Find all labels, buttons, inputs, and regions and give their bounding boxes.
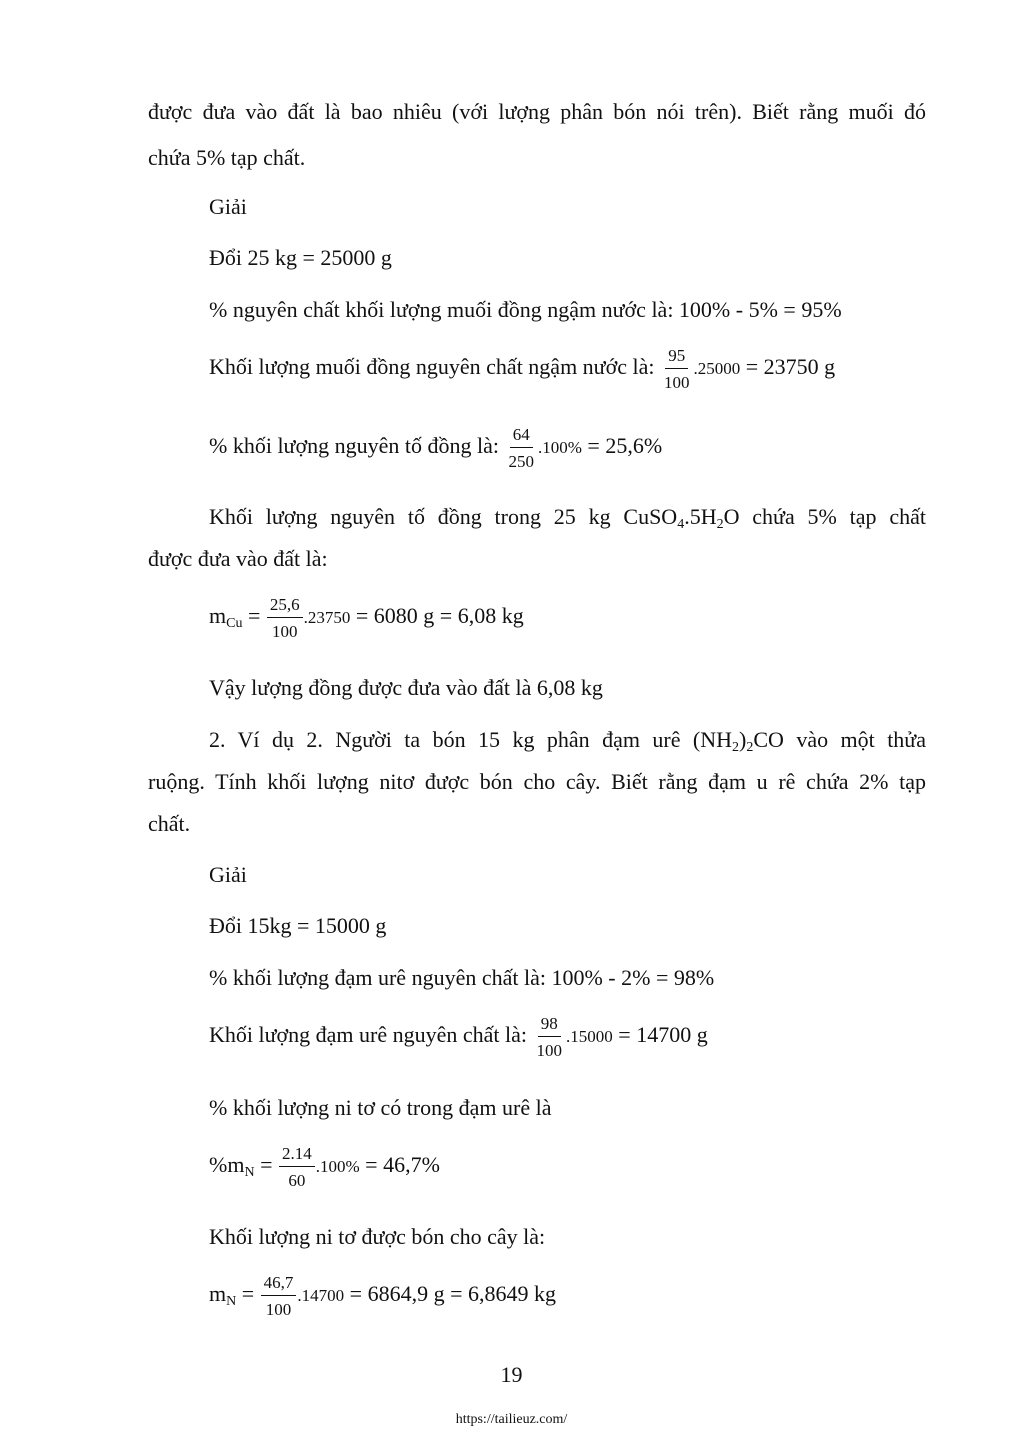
subscript: Cu xyxy=(226,616,243,632)
text-part: Khối lượng nguyên tố đồng trong 25 kg CuSO xyxy=(209,504,678,529)
multiplier: .100% xyxy=(315,1157,360,1177)
result: = 25,6% xyxy=(587,433,663,459)
solution-2-m-n-equation xyxy=(209,1274,556,1318)
subscript: 2 xyxy=(732,740,740,755)
fraction xyxy=(505,426,537,470)
subscript: N xyxy=(244,1165,255,1181)
text-part: .5H xyxy=(684,504,717,529)
fraction-denominator: 100 xyxy=(272,622,298,641)
example-2-line-2: ruộng. Tính khối lượng nitơ được bón cho cây. Biết rằng đạm u rê chứa 2% tạp xyxy=(148,769,926,794)
subscript: 4 xyxy=(677,517,685,532)
subscript: 2 xyxy=(746,740,754,755)
fraction-denominator: 100 xyxy=(536,1041,563,1060)
solution-1-conclusion: Vậy lượng đồng được đưa vào đất là 6,08 kg xyxy=(209,675,603,700)
percent-label: % khối lượng nguyên tố đồng là: xyxy=(209,433,499,459)
page-number: 19 xyxy=(500,1362,523,1387)
subscript: 2 xyxy=(716,517,724,532)
fraction xyxy=(534,1015,566,1059)
multiplier: .15000 xyxy=(566,1027,613,1047)
solution-1-heading: Giải xyxy=(209,194,247,219)
fraction xyxy=(279,1145,315,1189)
solution-2-purity: % khối lượng đạm urê nguyên chất là: 100% - 2% = 98% xyxy=(209,965,715,990)
result: = 23750 g xyxy=(745,354,836,380)
fraction-denominator: 250 xyxy=(508,452,534,471)
multiplier: .100% xyxy=(537,438,582,458)
fraction-denominator: 60 xyxy=(288,1171,306,1190)
fraction xyxy=(267,596,303,640)
fraction xyxy=(661,347,693,391)
example-2-line-1 xyxy=(209,727,926,755)
text-part: O chứa 5% tạp chất xyxy=(723,504,926,529)
example-2-line-3: chất. xyxy=(148,811,191,836)
solution-2-mass-line xyxy=(209,1015,708,1059)
subscript: N xyxy=(226,1294,237,1310)
fraction xyxy=(261,1274,297,1318)
intro-line-2: chứa 5% tạp chất. xyxy=(148,145,306,170)
solution-1-mass-line xyxy=(209,347,835,391)
mass-symbol: m xyxy=(209,1281,227,1307)
multiplier: .25000 xyxy=(693,359,741,379)
multiplier: .14700 xyxy=(297,1286,345,1306)
mass-label: Khối lượng muối đồng nguyên chất ngậm nước là: xyxy=(209,354,655,380)
mass-symbol: m xyxy=(209,603,227,629)
solution-1-m-cu-equation xyxy=(209,596,524,640)
intro-line-1: được đưa vào đất là bao nhiêu (với lượng phân bón nói trên). Biết rằng muối đó xyxy=(148,99,926,124)
solution-1-copper-text-line-2: được đưa vào đất là: xyxy=(148,546,328,571)
fraction-numerator: 64 xyxy=(510,426,533,448)
fraction-denominator: 100 xyxy=(265,1300,292,1319)
equals-sign: = xyxy=(241,1281,255,1307)
fraction-denominator: 100 xyxy=(664,373,690,392)
solution-1-copper-text xyxy=(209,504,926,532)
fraction-numerator: 98 xyxy=(538,1015,561,1037)
result: = 14700 g xyxy=(618,1022,708,1048)
mass-label: Khối lượng đạm urê nguyên chất là: xyxy=(209,1022,528,1048)
result: = 6080 g = 6,08 kg xyxy=(355,603,524,629)
solution-1-purity: % nguyên chất khối lượng muối đồng ngậm nước là: 100% - 5% = 95% xyxy=(209,297,842,322)
result: = 46,7% xyxy=(365,1152,440,1178)
fraction-numerator: 95 xyxy=(665,347,688,369)
solution-2-percent-n-label: % khối lượng ni tơ có trong đạm urê là xyxy=(209,1095,552,1120)
solution-2-mass-n-label: Khối lượng ni tơ được bón cho cây là: xyxy=(209,1224,546,1249)
solution-1-percent-cu-line xyxy=(209,426,662,470)
text-part: ) xyxy=(739,727,747,752)
result: = 6864,9 g = 6,8649 kg xyxy=(349,1281,556,1307)
fraction-numerator: 46,7 xyxy=(261,1274,297,1296)
equals-sign: = xyxy=(260,1152,273,1178)
multiplier: .23750 xyxy=(303,608,351,628)
text-part: CO vào một thửa xyxy=(753,727,926,752)
fraction-numerator: 2.14 xyxy=(279,1145,315,1167)
solution-2-convert: Đổi 15kg = 15000 g xyxy=(209,913,387,938)
percent-mass-symbol: %m xyxy=(209,1152,245,1178)
solution-2-percent-n-equation xyxy=(209,1145,440,1189)
text-part: 2. Ví dụ 2. Người ta bón 15 kg phân đạm urê (NH xyxy=(209,727,733,752)
solution-2-heading: Giải xyxy=(209,862,247,887)
fraction-numerator: 25,6 xyxy=(267,596,303,618)
equals-sign: = xyxy=(247,603,261,629)
footer-url-link[interactable]: https://tailieuz.com/ xyxy=(455,1412,568,1427)
solution-1-convert: Đổi 25 kg = 25000 g xyxy=(209,245,392,270)
